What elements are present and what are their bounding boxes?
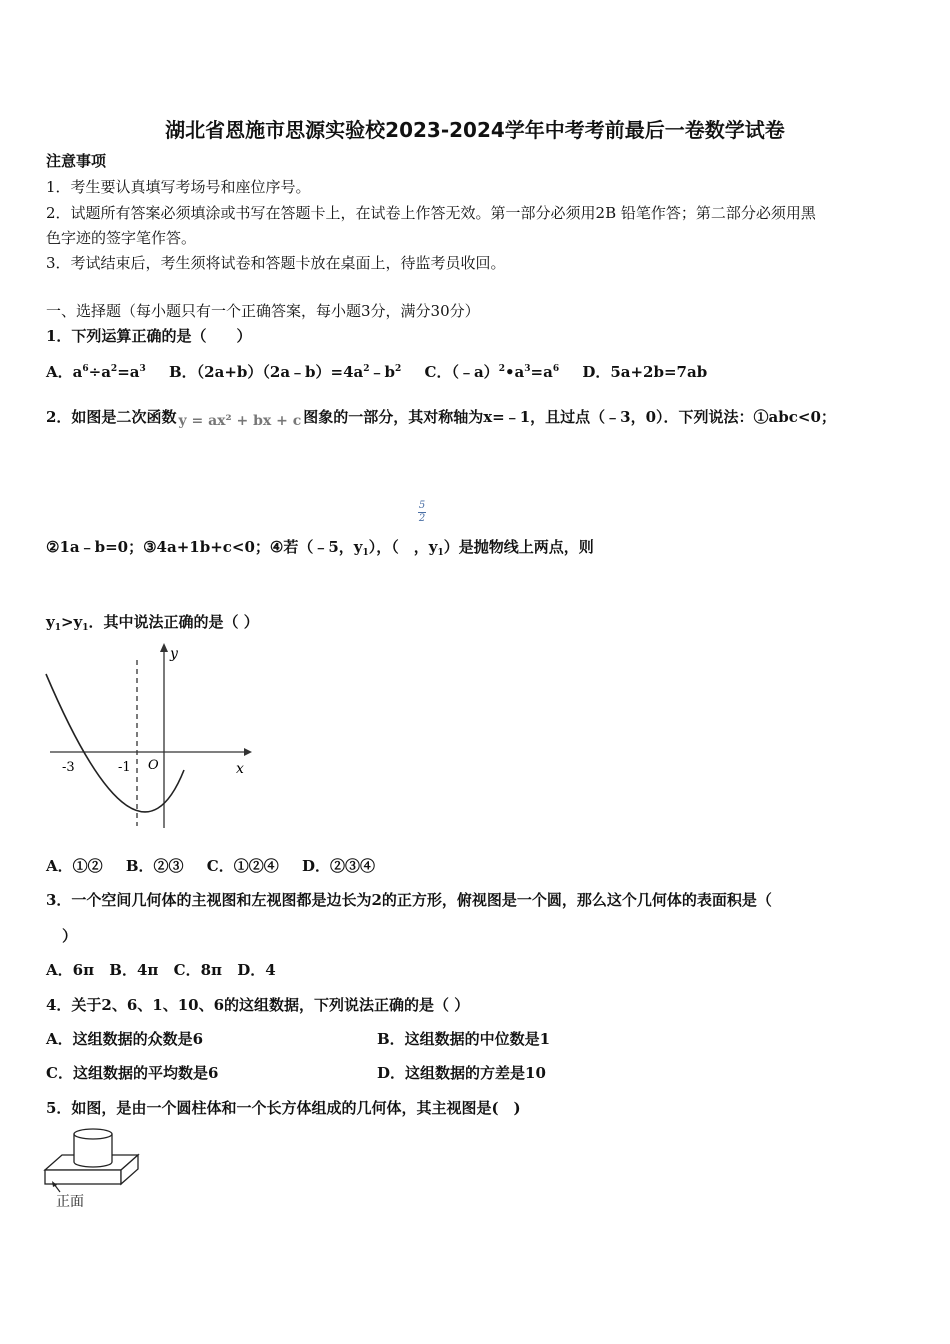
q2-fraction: 5 2 (418, 500, 426, 524)
box-front-face (45, 1170, 121, 1184)
origin-label: O (148, 758, 159, 773)
q5-stem: 5．如图，是由一个圆柱体和一个长方体组成的几何体，其主视图是( ) (46, 1099, 521, 1117)
q2-option-a: A．①② (46, 857, 103, 875)
cylinder-top (74, 1129, 112, 1139)
q2-formula: y = ax² + bx + c (178, 413, 302, 429)
tick-label-neg1: -1 (118, 760, 131, 775)
q2-parabola-graph (40, 638, 260, 833)
q3-option-b: B．4π (109, 961, 159, 979)
q2-option-c: C．①②④ (206, 857, 279, 875)
q1-option-a: A．$a^6\div a^2=a^3$ (46, 363, 146, 381)
q4-option-d: D．这组数据的方差是10 (377, 1064, 546, 1082)
q1-option-c: C．$(﹣a)^2•a^3=a^6$ (424, 363, 560, 381)
q2-option-b: B．②③ (125, 857, 184, 875)
q1-option-d: D．5a+2b=7ab (582, 363, 708, 381)
q1-stem: 1．下列运算正确的是（ ） (46, 327, 252, 345)
q1-options (46, 359, 725, 382)
q2-option-d: D．②③④ (301, 857, 375, 875)
q3-option-a: A．6π (46, 961, 95, 979)
exam-title: 湖北省恩施市思源实验校2023-2024学年中考考前最后一卷数学试卷 (165, 118, 785, 142)
x-axis-arrow (244, 748, 252, 756)
q3-options (46, 960, 276, 980)
q4-option-a: A．这组数据的众数是6 (46, 1030, 204, 1048)
notice-item-3: 3．考试结束后，考生须将试卷和答题卡放在桌面上，待监考员收回。 (46, 254, 506, 272)
q4-option-c: C．这组数据的平均数是6 (46, 1064, 219, 1082)
q3-stem-cont: ） (62, 927, 78, 945)
notice-item-2: 2．试题所有答案必须填涂或书写在答题卡上，在试卷上作答无效。第一部分必须用2B 铅笔作答；第二部分必须用黑 (46, 204, 816, 222)
notice-heading: 注意事项 (46, 152, 107, 170)
x-label: x (236, 761, 244, 777)
q2-options (46, 856, 393, 876)
notice-item-1: 1．考生要认真填写考场号和座位序号。 (46, 178, 311, 196)
parabola-curve (46, 674, 184, 812)
y-label: y (170, 646, 178, 662)
q4-stem: 4．关于2、6、1、10、6的这组数据，下列说法正确的是（ ） (46, 996, 470, 1014)
q2-stem-line2: ②1a﹣b=0；③4a+1b+c<0；④若（﹣5，$y_1$），（ ，$y_1$）是抛物线上两点，则 (46, 538, 594, 558)
tick-label-neg3: -3 (62, 760, 75, 775)
q3-option-c: C．8π (173, 961, 222, 979)
q4-option-b: B．这组数据的中位数是1 (377, 1030, 551, 1048)
front-label: 正面 (56, 1194, 84, 1210)
y-axis-arrow (160, 643, 168, 652)
q2-stem-line3: $y_1>y_1$．其中说法正确的是（ ） (46, 613, 259, 633)
notice-item-2-cont: 色字迹的签字笔作答。 (46, 229, 197, 247)
q3-option-d: D．4 (237, 961, 276, 979)
q3-stem: 3．一个空间几何体的主视图和左视图都是边长为2的正方形，俯视图是一个圆，那么这个几何体的表面积是（ (46, 891, 772, 909)
section-heading: 一、选择题（每小题只有一个正确答案，每小题3分，满分30分） (46, 302, 480, 320)
q5-solid-figure (40, 1122, 150, 1214)
q1-option-b: B．$(2a+b)(2a﹣b)=4a^2﹣b^2$ (168, 363, 402, 381)
q2-stem: 2．如图是二次函数 y = ax² + bx + c 图象的一部分，其对称轴为x=﹣1，且过点（﹣3，0）．下列说法：①abc<0； (46, 408, 836, 429)
